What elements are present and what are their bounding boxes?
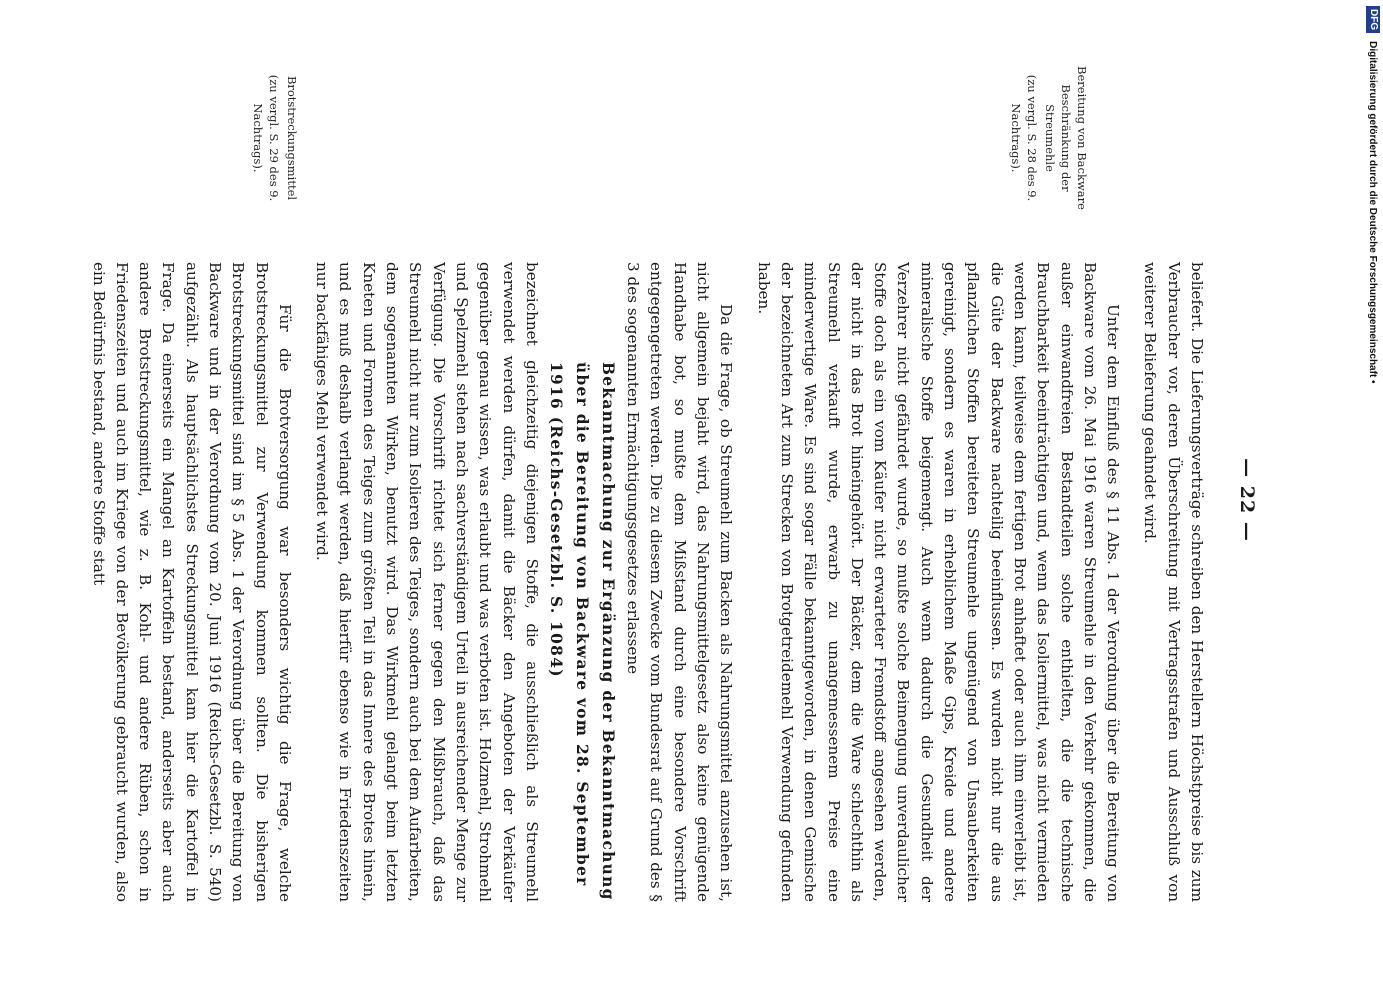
digitization-credit [1357, 6, 1383, 1000]
dfg-logo: DFG [1366, 6, 1380, 33]
sidenote-brotstreckungsmittel [250, 62, 300, 214]
digitization-credit-text [1357, 6, 1383, 1000]
announcement-heading: Bekanntmachung zur Ergänzung der Bekanntmachung über die Bereitung von Backware vom 28. September 1916 (Reichs-Gesetzbl. S. 1084) [546, 362, 617, 901]
sidenote-reference: (zu vergl. S. 28 des 9. Nachtrags). [1009, 74, 1039, 202]
paragraph-nahrungsmittel: Da die Frage, ob Streumehl zum Backen als Nahrungsmittel anzusehen ist, nicht allgemein bejaht wird, das Nahrungsmittelgesetz also keine genügende Handhabe bot, so mußte dem Mißstand durch eine besondere Vorschrift entgegengetreten werden. Die zu diesem Zwecke vom Bundesrat auf Grund des § 3 des sogenannten Ermächtigungsgesetzes erlassene [624, 262, 736, 902]
digitization-note: Digitalisierung gefördert durch die Deutsche Forschungsgemeinschaft • [1367, 41, 1378, 384]
paragraph-delivery-contracts: beliefert. Die Lieferungsverträge schreiben den Herstellern Höchstpreise bis zum Verbraucher vor, deren Überschreitung mit Vertragsstrafen und Ausschluß von weiterer Belieferung geahndet wird. [1141, 262, 1206, 902]
sidenote-title: Bereitung von Backware Beschränkung der Streumehle [1043, 66, 1089, 210]
main-text-column [86, 262, 1208, 902]
paragraph-streumehl-rules: bezeichnet gleichzeitig diejenigen Stoffe, die ausschließlich als Streumehl verwendet werden dürfen, damit die Bäcker den Angeboten der Verkäufer gegenüber genau wissen, was erlaubt und was verboten ist. Holzmehl, Strohmehl und Spelzmehl stehen nach sachverständigem Urteil in ausreichender Menge zur Verfügung. Die Vorschrift richtet sich ferner gegen den Mißbrauch, daß das Streumehl nicht nur zum Isolieren des Teiges, sondern auch bei dem Aufarbeiten, dem sogenannten Wirken, benutzt wird. Das Wirkmehl gelangt beim letzten Kneten und Formen des Teiges zum größten Teil in das Innere des Brotes hinein, und es muß deshalb verlangt werden, daß hierfür ebenso wie in Friedenszeiten nur backfähiges Mehl verwendet wird. [313, 262, 541, 902]
page-number: — 22 — [1236, 458, 1258, 542]
sidenote-title: Brotstreckungsmittel [285, 75, 299, 201]
paragraph-streumehl: Unter dem Einfluß des § 11 Abs. 1 der Verordnung über die Bereitung von Backware vom 26. Mai 1916 waren Streumehle in den Verkehr gekommen, die außer einwandfreien Bestandteilen solche enthielten, die die technische Brauchbarkeit beeinträchtigen und, wenn das Isoliermittel, was nicht vermieden werden kann, teilweise dem fertigen Brot anhaftet oder auch ihm einverleibt ist, die Güte der Backware nachteilig beeinflussen. Es wurden nicht nur die aus pflanzlichen Stoffen bereiteten Streumehle ungenügend von Unsauberkeiten gereinigt, sondern es waren in erheblichem Maße Gips, Kreide und andere mineralische Stoffe beigemengt. Auch wenn dadurch die Gesundheit der Verzehrer nicht gefährdet wurde, so mußte solche Beimengung unverdaulicher Stoffe doch als ein vom Käufer nicht erwarteter Fremdstoff angesehen werden, der nicht in das Brot hineingehört. Der Bäcker, dem die Ware schlechthin als Streumehl verkauft wurde, erwarb zu unangemessenem Preise eine minderwertige Ware. Es sind sogar Fälle bekanntgeworden, in denen Gemische der bezeichneten Art zum Strecken von Brotgetreidemehl Verwendung gefunden haben. [754, 262, 1123, 902]
paragraph-brotstreckung: Für die Brotversorgung war besonders wichtig die Frage, welche Brotstreckungsmittel zur Verwendung kommen sollten. Die bisherigen Brotstreckungsmittel sind im § 5 Abs. 1 der Verordnung über die Bereitung von Backware und in der Verordnung vom 20. Juni 1916 (Reichs-Gesetzbl. S. 540) aufgezählt. Als hauptsächlichstes Streckungsmittel kam hier die Kartoffel in Frage. Da einerseits ein Mangel an Kartoffeln bestand, anderseits aber auch andere Brotstreckungsmittel, wie z. B. Kohl- und andere Rüben, schon in Friedenszeiten und auch im Kriege von der Bevölkerung gebraucht wurden, also ein Bedürfnis bestand, andere Stoffe statt [89, 262, 294, 902]
sidenote-backware-streumehle [1008, 62, 1090, 214]
sidenote-reference: (zu vergl. S. 29 des 9. Nachtrags). [251, 74, 281, 202]
